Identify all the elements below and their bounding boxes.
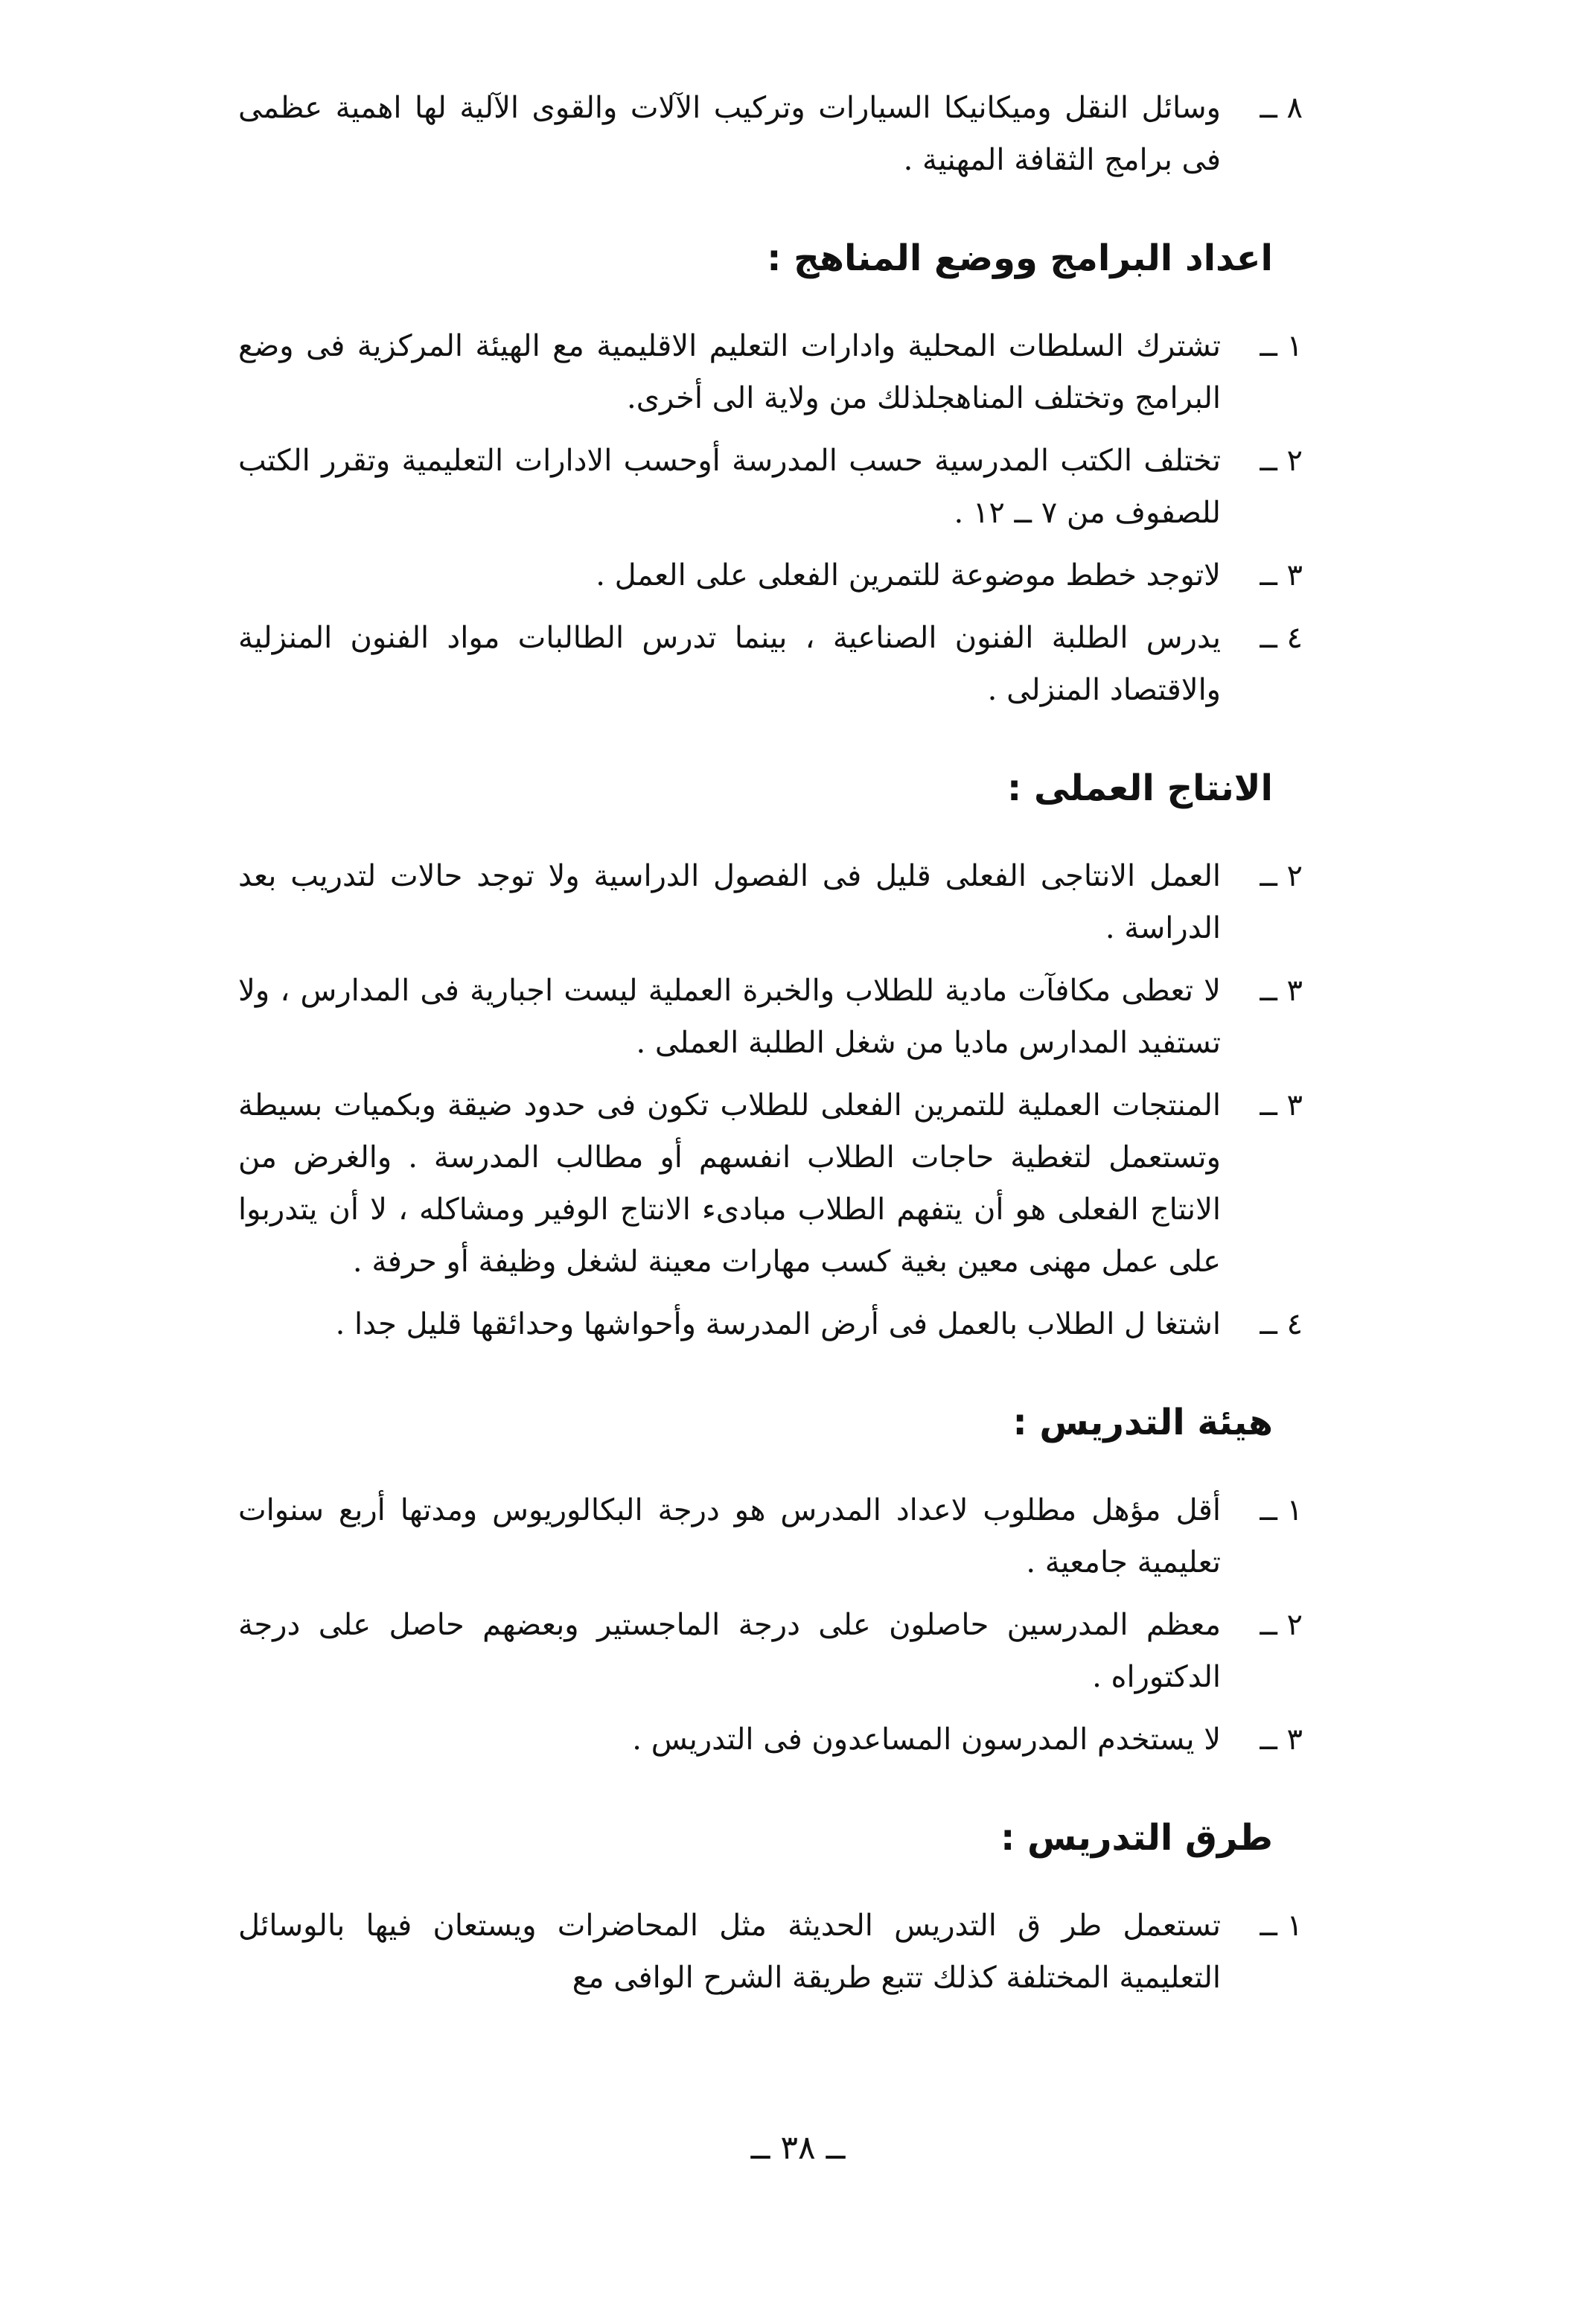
- item-number: ٢ ــ: [1260, 1608, 1303, 1642]
- list-item: [238, 549, 1303, 601]
- list-item: [238, 1714, 1303, 1766]
- list-item: [238, 435, 1303, 539]
- list-item: [238, 1298, 1303, 1350]
- section-teaching-methods: [238, 1812, 1303, 2004]
- list-item: [238, 612, 1303, 716]
- section-teaching-staff: [238, 1396, 1303, 1766]
- item-number: ١ ــ: [1260, 329, 1303, 363]
- section-programs: [238, 232, 1303, 716]
- item-number: ٣ ــ: [1260, 974, 1303, 1008]
- list-item: [238, 850, 1303, 954]
- item-number: ٨ ــ: [1260, 91, 1303, 125]
- item-text: تختلف الكتب المدرسية حسب المدرسة أوحسب الادارات التعليمية وتقرر الكتب للصفوف من ٧ ــ ١٢ .: [238, 444, 1221, 530]
- section-heading: هيئة التدريس :: [1012, 1402, 1273, 1443]
- list-item: [238, 1079, 1303, 1288]
- item-text: لا يستخدم المدرسون المساعدون فى التدريس .: [632, 1722, 1221, 1757]
- list-item: [238, 1900, 1303, 2004]
- section-production: [238, 762, 1303, 1350]
- section-heading: طرق التدريس :: [1000, 1817, 1273, 1859]
- item-text: معظم المدرسين حاصلون على درجة الماجستير وبعضهم حاصل على درجة الدكتوراه .: [238, 1608, 1221, 1694]
- item-text: لا تعطى مكافآت مادية للطلاب والخبرة العملية ليست اجبارية فى المدارس ، ولا تستفيد المدارس ماديا من شغل الطلبة العملى .: [238, 974, 1221, 1060]
- item-text: أقل مؤهل مطلوب لاعداد المدرس هو درجة البكالوريوس ومدتها أربع سنوات تعليمية جامعية .: [238, 1493, 1221, 1580]
- page-number: ــ ٣٨ ــ: [750, 2129, 846, 2167]
- list-item: [238, 82, 1303, 186]
- item-number: ١ ــ: [1260, 1909, 1303, 1943]
- item-text: يدرس الطلبة الفنون الصناعية ، بينما تدرس الطالبات مواد الفنون المنزلية والاقتصاد المنزلى .: [238, 621, 1221, 707]
- list-item: [238, 965, 1303, 1069]
- item-number: ٢ ــ: [1260, 859, 1303, 893]
- item-text: وسائل النقل وميكانيكا السيارات وتركيب الآلات والقوى الآلية لها اهمية عظمى فى برامج الثقافة المهنية .: [238, 91, 1221, 177]
- list-item: [238, 320, 1303, 424]
- section-heading: الانتاج العملى :: [1007, 767, 1273, 809]
- item-text: المنتجات العملية للتمرين الفعلى للطلاب تكون فى حدود ضيقة وبكميات بسيطة وتستعمل لتغطية حاجات الطلاب انفسهم أو مطالب المدرسة . والغرض من الانتاج الفعلى هو أن يتفهم الطلاب مبادىء الانتاج الوفير ومشاكله ، لا أن يتدربوا على عمل مهنى معين بغية كسب مهارات معينة لشغل وظيفة أو حرفة .: [238, 1088, 1221, 1279]
- list-item: [238, 1599, 1303, 1703]
- item-number: ٣ ــ: [1260, 558, 1303, 593]
- item-text: لاتوجد خطط موضوعة للتمرين الفعلى على العمل .: [596, 558, 1221, 593]
- item-number: ٢ ــ: [1260, 444, 1303, 478]
- item-number: ٣ ــ: [1260, 1722, 1303, 1757]
- item-text: اشتغا ل الطلاب بالعمل فى أرض المدرسة وأحواشها وحدائقها قليل جدا .: [335, 1307, 1221, 1341]
- intro-list: [238, 82, 1303, 186]
- list-item: [238, 1484, 1303, 1588]
- item-number: ٤ ــ: [1260, 621, 1303, 655]
- item-text: العمل الانتاجى الفعلى قليل فى الفصول الدراسية ولا توجد حالات لتدريب بعد الدراسة .: [238, 859, 1221, 945]
- item-number: ١ ــ: [1260, 1493, 1303, 1527]
- section-heading: اعداد البرامج ووضع المناهج :: [767, 237, 1273, 279]
- item-number: ٤ ــ: [1260, 1307, 1303, 1341]
- item-text: تستعمل طر ق التدريس الحديثة مثل المحاضرات ويستعان فيها بالوسائل التعليمية المختلفة كذلك تتبع طريقة الشرح الوافى مع: [238, 1909, 1221, 1995]
- item-number: ٣ ــ: [1260, 1088, 1303, 1123]
- item-text: تشترك السلطات المحلية وادارات التعليم الاقليمية مع الهيئة المركزية فى وضع البرامج وتختلف المناهجلذلك من ولاية الى أخرى.: [238, 329, 1221, 415]
- document-page: [238, 82, 1303, 2014]
